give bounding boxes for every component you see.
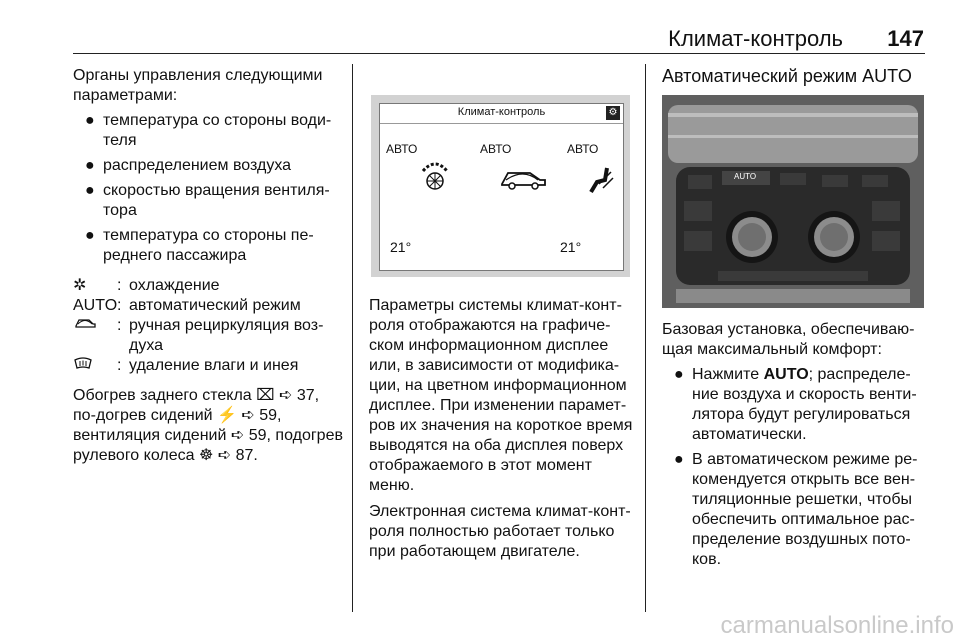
definition-row: ✲ : охлаждение <box>73 276 343 296</box>
bullet-item: ● Нажмите AUTO; распределе-ние воздуха и скорость венти-лятора будут регулироваться автоматически. <box>674 366 917 443</box>
page-number: 147 <box>887 26 924 51</box>
column-3-text <box>662 320 928 570</box>
column-2-text <box>369 296 637 562</box>
basic-setting-text: Базовая установка, обеспечиваю-щая максимальный комфорт: <box>662 321 915 358</box>
bullet-text: температура со стороны пе-реднего пассажира <box>103 227 314 264</box>
cross-reference-text: Обогрев заднего стекла ⌧ ➪ 37, по-догрев сидений ⚡ ➪ 59, вентиляция сидений ➪ 59, подогрев рулевого колеса ☸ ➪ 87. <box>73 387 343 464</box>
fan-speed-icon <box>420 159 450 193</box>
page-header-title: Климат-контроль <box>668 26 843 51</box>
temperature-right: 21° <box>560 239 582 255</box>
intro-text: Органы управления следующими параметрами: <box>73 67 323 104</box>
section-heading: Автоматический режим AUTO <box>662 66 912 86</box>
screen-title: Климат-контроль <box>457 106 546 118</box>
snowflake-icon: ✲ <box>73 277 87 294</box>
header-rule <box>73 53 925 54</box>
bullet-item: ● температура со стороны води-теля <box>85 112 332 149</box>
auto-button-label: AUTO <box>734 172 757 181</box>
definition-row: AUTO : автоматический режим <box>73 296 343 316</box>
definition-text: охлаждение <box>129 277 220 294</box>
definition-text: ручная рециркуляция воз-духа <box>129 317 324 354</box>
bullet-text: температура со стороны води-теля <box>103 112 332 149</box>
bullet-text: скоростью вращения вентиля-тора <box>103 182 330 219</box>
column-divider-1 <box>352 64 353 612</box>
bullet-item: ● распределением воздуха <box>85 157 292 174</box>
settings-icon: ⚙ <box>606 106 620 120</box>
auto-label-center: АВТО <box>480 142 512 156</box>
temperature-left: 21° <box>390 239 412 255</box>
definition-row: : удаление влаги и инея <box>73 356 343 376</box>
auto-label-right: АВТО <box>567 142 599 156</box>
bullet-text: В автоматическом режиме ре-комендуется открыть все вен-тиляционные решетки, чтобы обеспечить оптимальное рас-пределение воздушных пото-ков. <box>692 451 918 568</box>
definition-row: : ручная рециркуляция воз-духа <box>73 316 343 356</box>
engine-note: Электронная система климат-конт-роля полностью работает только при работающем двигателе. <box>369 503 631 560</box>
bullet-text-prefix: Нажмите <box>692 366 764 383</box>
column-1 <box>73 66 343 466</box>
climate-display-figure <box>371 95 630 277</box>
watermark: carmanualsonline.info <box>720 612 954 639</box>
recirculation-car-icon <box>498 166 548 190</box>
display-description: Параметры системы климат-конт-роля отображаются на графиче-ском информационном дисплее или, в зависимости от модифика-ции, на цветном информационном дисплее. При изменении парамет-ров их значения на короткое время выводятся на оба дисплея поверх отображаемого в этот момент меню. <box>369 297 633 494</box>
definition-text: автоматический режим <box>129 297 301 314</box>
climate-display-screen <box>379 103 624 271</box>
recirculation-icon <box>73 316 97 330</box>
bullet-item: ● температура со стороны пе-реднего пассажира <box>85 227 314 264</box>
control-panel-photo <box>662 95 924 308</box>
screen-separator <box>380 123 623 124</box>
bullet-text: распределением воздуха <box>103 157 292 174</box>
auto-key-label: AUTO <box>763 366 809 383</box>
seat-airflow-icon <box>585 164 617 194</box>
bullet-text-suffix: ; распределе-ние воздуха и скорость венти-лятора будут регулироваться автоматически. <box>692 366 917 443</box>
bullet-item: ● скоростью вращения вентиля-тора <box>85 182 330 219</box>
column-divider-2 <box>645 64 646 612</box>
definition-text: удаление влаги и инея <box>129 357 299 374</box>
defrost-icon <box>73 356 93 370</box>
definition-list <box>73 276 343 376</box>
auto-key-label: AUTO <box>73 297 118 314</box>
bullet-item: ● В автоматическом режиме ре-комендуется открыть все вен-тиляционные решетки, чтобы обеспечить оптимальное рас-пределение воздушных пото-ков. <box>674 451 918 568</box>
auto-label-left: АВТО <box>386 142 418 156</box>
